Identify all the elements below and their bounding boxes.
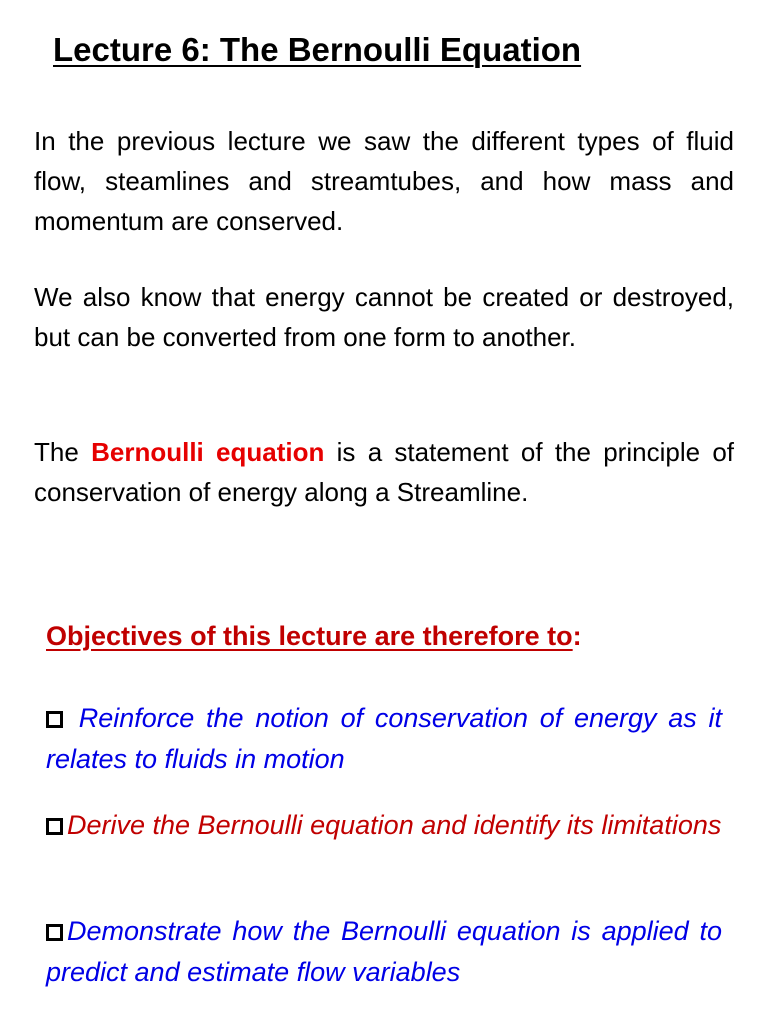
objectives-heading-text: Objectives of this lecture are therefore to <box>46 621 573 651</box>
objective-text: Reinforce the notion of conservation of energy as it relates to fluids in motion <box>46 703 722 774</box>
paragraph-text-after: is a statement of the principle of conservation of energy along a Streamline. <box>34 437 735 507</box>
objective-text: Derive the Bernoulli equation and identify its limitations <box>67 810 722 840</box>
paragraph-text-before: The <box>34 437 79 467</box>
paragraph-previous-lecture: In the previous lecture we saw the different types of fluid flow, steamlines and streamtubes, and how mass and momentum are conserved. <box>34 126 734 236</box>
paragraph-energy-conservation: We also know that energy cannot be created or destroyed, but can be converted from one form to another. <box>34 282 734 352</box>
checkbox-bullet-icon <box>46 818 63 835</box>
objectives-heading-colon: : <box>572 621 582 651</box>
objectives-heading <box>46 616 582 656</box>
objective-item-demonstrate <box>46 911 722 993</box>
paragraph-bernoulli-definition <box>34 432 734 512</box>
objective-item-reinforce <box>46 698 722 780</box>
objective-item-derive <box>46 805 722 846</box>
page-title: Lecture 6: The Bernoulli Equation <box>53 31 582 68</box>
objective-text: Demonstrate how the Bernoulli equation is applied to predict and estimate flow variables <box>46 916 722 987</box>
checkbox-bullet-icon <box>46 924 63 941</box>
bernoulli-highlight: Bernoulli equation <box>91 437 325 467</box>
checkbox-bullet-icon <box>46 711 63 728</box>
